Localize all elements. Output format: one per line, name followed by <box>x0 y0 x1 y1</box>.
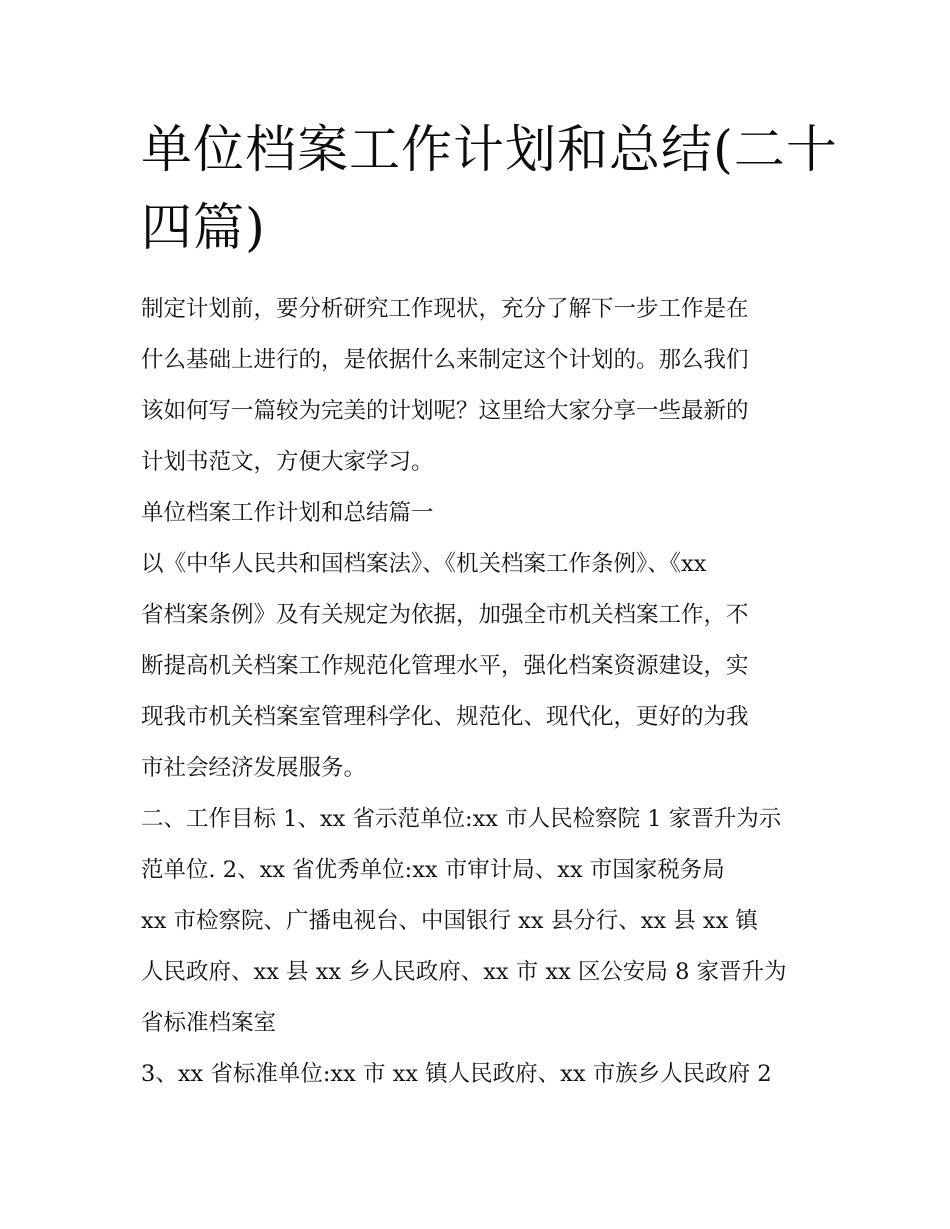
text-line: 3、xx 省标准单位:xx 市 xx 镇人民政府、xx 市族乡人民政府 2 <box>141 1061 772 1087</box>
paragraph-standard-units <box>141 1049 813 1100</box>
paragraph-goals <box>141 794 813 1049</box>
text-line: 断提高机关档案工作规范化管理水平，强化档案资源建设，实 <box>141 653 749 679</box>
text-line: 以《中华人民共和国档案法》、《机关档案工作条例》、《xx <box>141 551 707 577</box>
text-line: 二、工作目标 1、xx 省示范单位:xx 市人民检察院 1 家晋升为示 <box>141 806 782 832</box>
intro-paragraph <box>141 284 813 488</box>
text-line: 该如何写一篇较为完美的计划呢？这里给大家分享一些最新的 <box>141 398 749 424</box>
text-line: xx 市检察院、广播电视台、中国银行 xx 县分行、xx 县 xx 镇 <box>141 908 758 934</box>
text-line: 计划书范文，方便大家学习。 <box>141 449 434 475</box>
text-line: 人民政府、xx 县 xx 乡人民政府、xx 市 xx 区公安局 8 家晋升为 <box>141 959 787 985</box>
text-line: 现我市机关档案室管理科学化、规范化、现代化，更好的为我 <box>141 704 749 730</box>
document-title <box>141 112 838 268</box>
document-body <box>141 284 813 1100</box>
text-line: 市社会经济发展服务。 <box>141 755 367 781</box>
text-line: 什么基础上进行的，是依据什么来制定这个计划的。那么我们 <box>141 347 749 373</box>
text-line: 省档案条例》及有关规定为依据，加强全市机关档案工作，不 <box>141 602 749 628</box>
text-line: 制定计划前，要分析研究工作现状，充分了解下一步工作是在 <box>141 296 749 322</box>
paragraph-basis <box>141 539 813 794</box>
document-page <box>141 112 838 1100</box>
text-line: 省标准档案室 <box>141 1010 277 1036</box>
section-heading: 单位档案工作计划和总结篇一 <box>141 500 434 526</box>
title-line: 单位档案工作计划和总结(二十 <box>141 121 838 180</box>
text-line: 范单位. 2、xx 省优秀单位:xx 市审计局、xx 市国家税务局 <box>141 857 725 883</box>
title-line: 四篇) <box>141 199 266 258</box>
